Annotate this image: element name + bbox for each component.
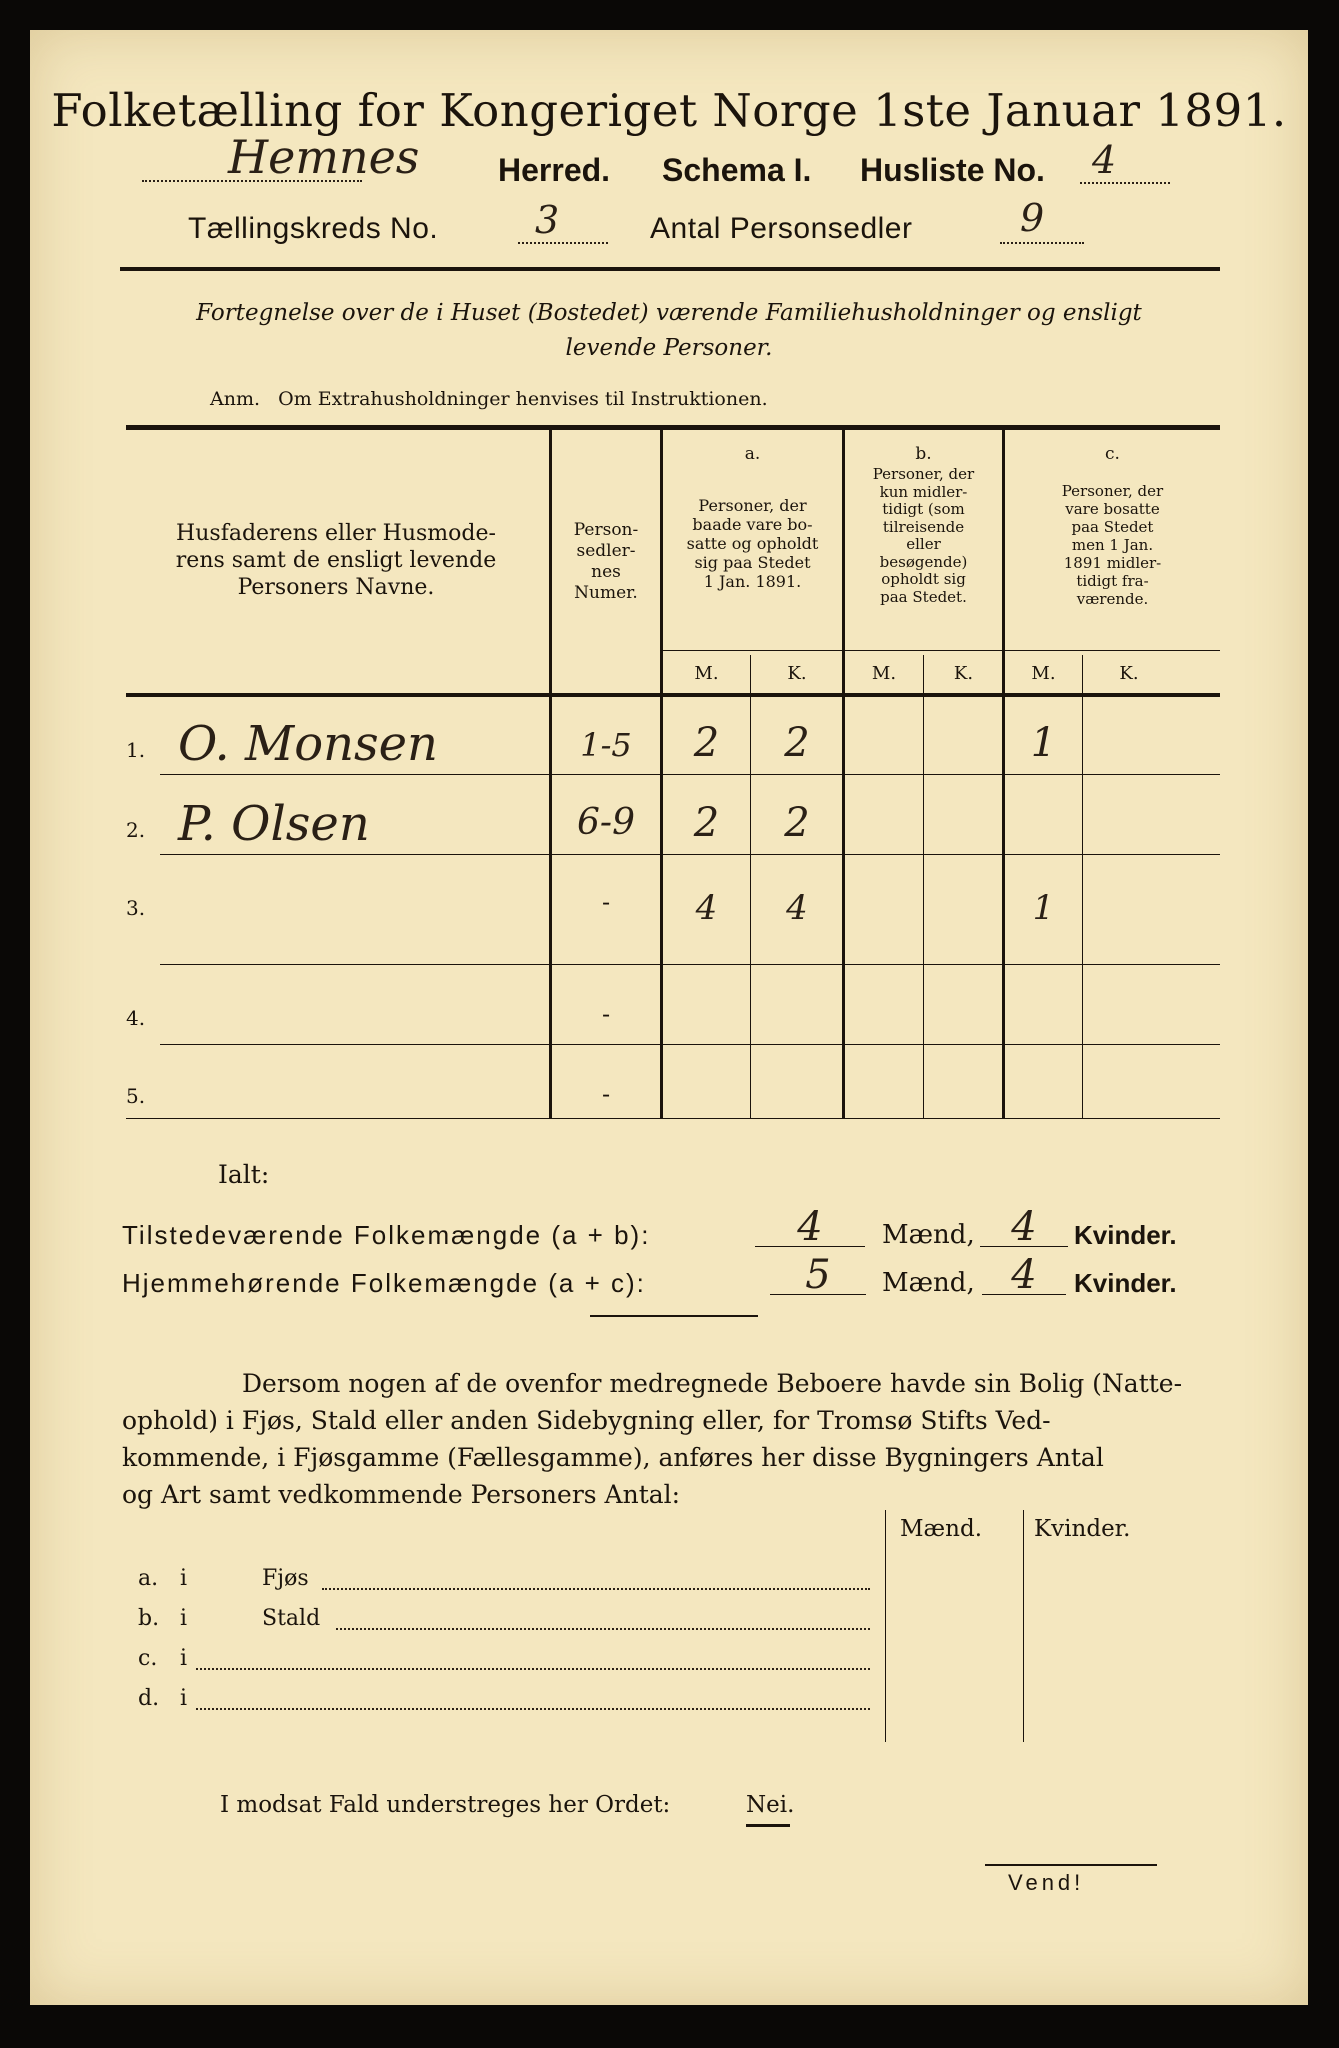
personsedler-numer: - <box>601 1080 611 1108</box>
row-number: 5. <box>126 1084 146 1108</box>
husliste-label: Husliste No. <box>860 152 1045 188</box>
col-b-header-line: opholdt sig <box>881 570 966 588</box>
row-line <box>160 774 1220 775</box>
col-b-header-line: kun midler- <box>879 482 968 501</box>
personsedler-numer: - <box>601 1000 611 1028</box>
col-divider <box>750 655 751 1118</box>
hjemme-maend-value: 5 <box>805 1252 831 1298</box>
item-prep: i <box>180 1566 188 1591</box>
col-c-header <box>1005 482 1220 608</box>
col-b-header <box>845 466 1002 606</box>
bolig-kvinder-header: Kvinder. <box>1034 1516 1131 1542</box>
vend-rule <box>985 1864 1157 1866</box>
col-c-letter: c. <box>1105 444 1120 464</box>
numer-header-line: Person- <box>573 520 639 540</box>
census-form-page <box>30 30 1308 2005</box>
hjemme-label: Hjemmehørende Folkemængde (a + c): <box>122 1268 646 1298</box>
numer-col-header <box>552 520 660 604</box>
section-divider <box>590 1315 758 1317</box>
names-col-header <box>126 520 546 601</box>
item-letter: c. <box>138 1646 158 1671</box>
row-number: 4. <box>126 1006 146 1030</box>
item-dotline <box>196 1668 870 1670</box>
names-header-line: Husfaderens eller Husmode- <box>176 521 496 546</box>
item-dotline <box>196 1708 870 1710</box>
bolig-col-divider <box>1023 1510 1024 1742</box>
numer-header-line: nes <box>591 562 621 582</box>
item-prep: i <box>180 1646 188 1671</box>
table-top-rule <box>126 425 1220 430</box>
intro-line-1: Fortegnelse over de i Huset (Bostedet) værende Familiehusholdninger og ensligt <box>196 300 1142 326</box>
col-c-header-line: Personer, der <box>1061 482 1164 500</box>
col-c-header-line: værende. <box>1076 590 1149 608</box>
col-b-header-line: Personer, der <box>872 465 975 483</box>
col-b-header-line: besøgende) <box>879 552 968 571</box>
schema-label: Schema I. <box>662 152 812 188</box>
antal-label: Antal Personsedler <box>650 212 913 245</box>
col-c-header-line: paa Stedet <box>1071 518 1154 536</box>
col-c-header-line: 1891 midler- <box>1063 554 1162 572</box>
item-dotline <box>322 1588 870 1590</box>
row-line <box>160 1044 1220 1045</box>
modsat-text: I modsat Fald understreges her Ordet: <box>220 1792 671 1818</box>
names-header-line: Personers Navne. <box>237 575 435 600</box>
col-divider <box>1082 655 1083 1118</box>
nei-underline <box>746 1824 790 1827</box>
table-bottom-rule <box>126 1118 1220 1119</box>
anm-note: Anm. Om Extrahusholdninger henvises til Instruktionen. <box>210 388 768 410</box>
col-b-m-label: M. <box>871 663 897 684</box>
household-name: P. Olsen <box>178 796 370 852</box>
kreds-dotline <box>518 242 608 244</box>
item-label: Stald <box>262 1606 321 1631</box>
numer-header-line: Numer. <box>574 583 638 603</box>
nei-word: Nei. <box>746 1792 795 1818</box>
hjemme-kvinder-value: 4 <box>1011 1252 1037 1298</box>
c-maend: 1 <box>1030 720 1057 766</box>
col-c-header-line: men 1 Jan. <box>1071 536 1154 554</box>
col-b-header-line: eller <box>906 535 941 553</box>
a-kvinder: 2 <box>784 720 810 766</box>
a-kvinder: 2 <box>784 800 810 846</box>
row-number: 1. <box>126 738 146 762</box>
kreds-value: 3 <box>535 198 560 242</box>
c-maend: 1 <box>1032 888 1055 928</box>
col-c-k-label: K. <box>1119 663 1139 684</box>
tilsted-kvinder-value: 4 <box>1011 1204 1037 1250</box>
col-a-letter: a. <box>744 444 761 464</box>
bolig-para-line: og Art samt vedkommende Personers Antal: <box>122 1480 681 1509</box>
item-dotline <box>336 1628 870 1630</box>
item-prep: i <box>180 1606 188 1631</box>
husliste-value: 4 <box>1092 138 1117 182</box>
row-number: 3. <box>126 896 146 920</box>
col-a-header-line: satte og opholdt <box>686 534 819 553</box>
intro-line-2: levende Personer. <box>565 335 773 361</box>
col-a-header <box>663 496 842 591</box>
col-c-header-line: vare bosatte <box>1065 500 1160 518</box>
hjemme-kvinder-label: Kvinder. <box>1074 1268 1177 1298</box>
tilsted-maend-label: Mænd, <box>882 1220 975 1250</box>
tilsted-kvinder-label: Kvinder. <box>1074 1220 1177 1250</box>
personsedler-numer: 1-5 <box>580 726 632 764</box>
col-divider <box>923 655 924 1118</box>
bolig-para-line: ophold) i Fjøs, Stald eller anden Sidebygning eller, for Tromsø Stifts Ved- <box>122 1406 1051 1435</box>
tilsted-maend-value: 4 <box>797 1204 823 1250</box>
item-letter: d. <box>138 1686 160 1711</box>
herred-value: Hemnes <box>228 130 420 184</box>
col-b-letter: b. <box>915 444 932 464</box>
col-c-m-label: M. <box>1031 663 1056 684</box>
antal-dotline <box>1000 242 1084 244</box>
col-a-header-line: Personer, der <box>698 496 807 515</box>
numer-header-line: sedler- <box>576 541 636 561</box>
a-maend: 2 <box>693 800 720 846</box>
col-a-k-label: K. <box>787 663 807 684</box>
household-name: O. Monsen <box>178 716 438 772</box>
col-b-header-line: tilreisende <box>882 517 965 536</box>
header-rule <box>120 267 1220 271</box>
col-a-header-line: baade vare bo- <box>692 515 813 534</box>
kreds-label: Tællingskreds No. <box>188 212 439 245</box>
bolig-para-line: kommende, i Fjøsgamme (Fællesgamme), anføres her disse Bygningers Antal <box>122 1443 1104 1472</box>
table-header-rule <box>126 693 1220 697</box>
bolig-maend-header: Mænd. <box>900 1516 983 1542</box>
col-a-m-label: M. <box>694 663 719 684</box>
bolig-para-line: Dersom nogen af de ovenfor medregnede Beboere havde sin Bolig (Natte- <box>242 1369 1183 1398</box>
col-a-header-line: 1 Jan. 1891. <box>703 572 802 591</box>
names-header-line: rens samt de ensligt levende <box>175 548 497 573</box>
form-title: Folketælling for Kongeriget Norge 1ste Januar 1891. <box>51 84 1287 137</box>
bolig-paragraph <box>122 1365 1188 1513</box>
a-kvinder: 4 <box>786 888 808 928</box>
col-b-k-label: K. <box>953 663 974 684</box>
a-maend: 2 <box>693 720 720 766</box>
tilsted-label: Tilstedeværende Folkemængde (a + b): <box>122 1220 651 1250</box>
col-b-header-line: paa Stedet. <box>880 587 967 606</box>
personsedler-numer: 6-9 <box>577 802 635 843</box>
hjemme-maend-label: Mænd, <box>882 1268 975 1298</box>
ialt-label: Ialt: <box>218 1160 270 1189</box>
col-c-header-line: tidigt fra- <box>1076 572 1149 590</box>
item-letter: a. <box>138 1566 159 1591</box>
item-label: Fjøs <box>262 1566 309 1591</box>
col-a-header-line: sig paa Stedet <box>694 553 811 572</box>
vend-label: Vend! <box>1008 1870 1085 1895</box>
mk-rule <box>662 650 1220 651</box>
col-b-header-line: tidigt (som <box>882 500 965 518</box>
antal-value: 9 <box>1020 196 1045 240</box>
row-line <box>160 854 1220 855</box>
personsedler-numer: - <box>601 888 611 916</box>
row-line <box>160 964 1220 965</box>
item-prep: i <box>180 1686 188 1711</box>
husliste-dotline <box>1080 182 1170 184</box>
item-letter: b. <box>138 1606 160 1631</box>
row-number: 2. <box>126 818 146 842</box>
a-maend: 4 <box>695 888 718 928</box>
herred-label: Herred. <box>498 152 611 188</box>
bolig-col-divider <box>885 1510 886 1742</box>
